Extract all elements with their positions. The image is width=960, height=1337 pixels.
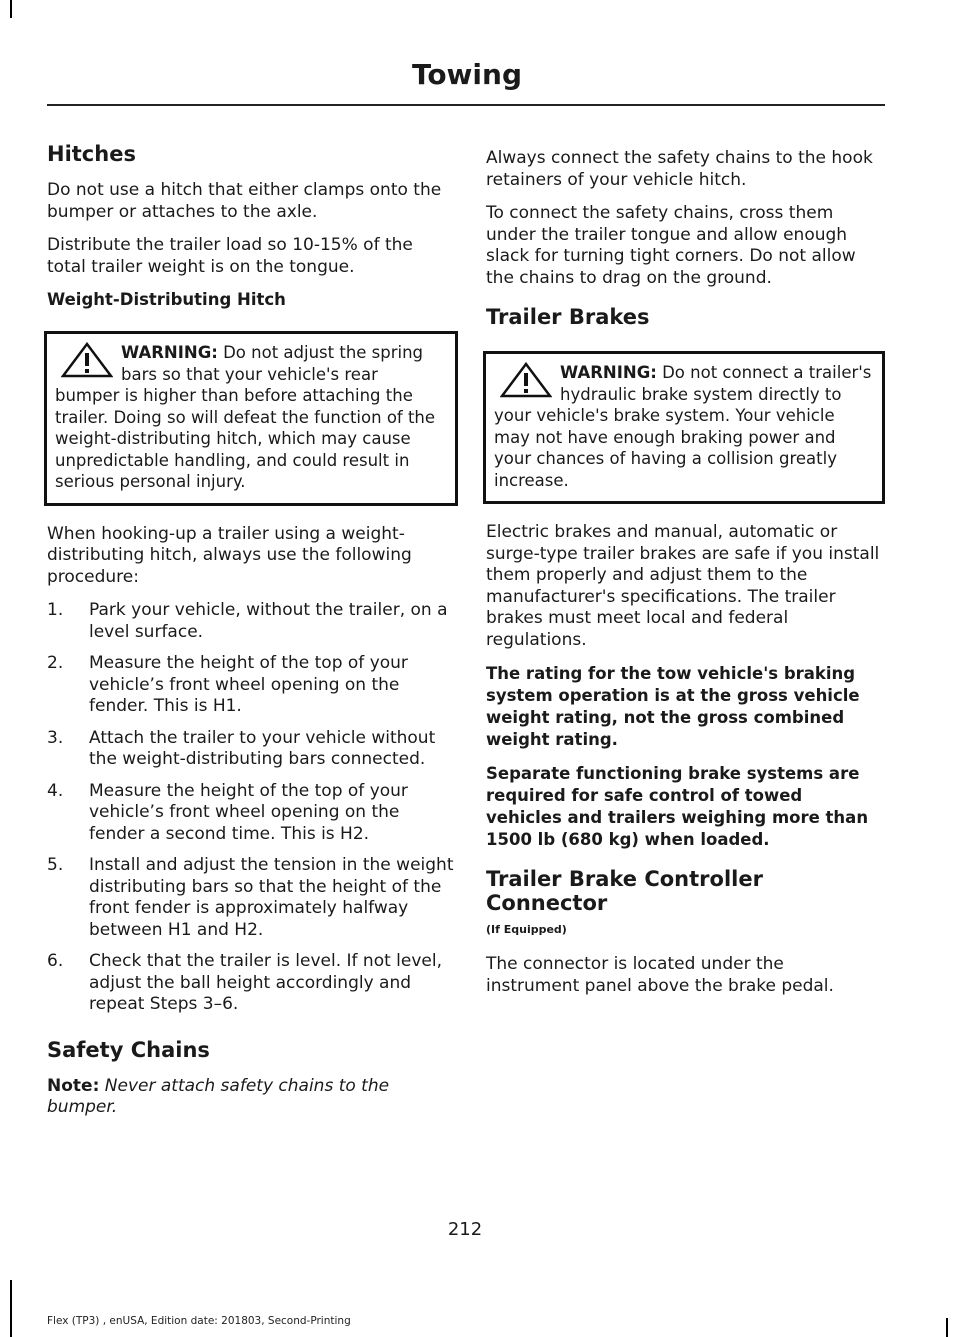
step-number: 4. [47,780,64,801]
warning-triangle-icon [61,342,113,378]
warning-box-spring-bars [44,331,458,506]
step-number: 2. [47,653,64,673]
paragraph-procedure-intro: When hooking-up a trailer using a weight-distributing hitch, always use the following procedure: [47,523,412,587]
list-item [47,600,455,643]
step-text: Install and adjust the tension in the weight distributing bars so that the height of the front fender is approximately halfway between H1 and H2. [89,855,454,940]
crop-mark-top-left [10,0,12,18]
right-column [486,142,882,1009]
crop-mark-bottom-right [946,1318,948,1337]
procedure-steps [47,600,455,1016]
step-text: Measure the height of the top of your vehicle’s front wheel opening on the fender a second time. This is H2. [89,780,408,844]
warning-text: Do not connect a trailer's hydraulic brake system directly to your vehicle's brake system. Your vehicle may not have enough braking power and your chances of having a collision greatly increase. [494,363,872,490]
paragraph-trailer-load: Distribute the trailer load so 10-15% of the total trailer weight is on the tongue. [47,235,413,277]
heading-weight-distributing-hitch: Weight-Distributing Hitch [47,290,286,309]
step-text: Measure the height of the top of your vehicle’s front wheel opening on the fender. This is H1. [89,653,408,716]
list-item [47,653,455,718]
step-number: 5. [47,855,64,875]
heading-brake-controller-connector: Trailer Brake Controller Connector [486,867,763,915]
paragraph-connector-location: The connector is located under the instrument panel above the brake pedal. [486,954,834,996]
warning-text: Do not adjust the spring bars so that your vehicle's rear bumper is higher than before attaching the trailer. Doing so will defeat the function of the weight-distributing hitch, which may cause unpredictable handling, and could result in serious personal injury. [55,343,436,491]
warning-triangle-icon [500,362,552,398]
step-text: Park your vehicle, without the trailer, on a level surface. [89,600,448,642]
heading-safety-chains: Safety Chains [47,1037,210,1062]
step-text: Attach the trailer to your vehicle without the weight-distributing bars connected. [89,727,436,769]
paragraph-braking-rating: The rating for the tow vehicle's braking system operation is at the gross vehicle weight rating, not the gross combined weight rating. [486,664,860,749]
paragraph-cross-chains: To connect the safety chains, cross them under the trailer tongue and allow enough slack for turning tight corners. Do not allow the chains to drag on the ground. [486,203,856,288]
note-text: Never attach safety chains to the bumper. [47,1075,390,1117]
paragraph-electric-brakes: Electric brakes and manual, automatic or surge-type trailer brakes are safe if you install them properly and adjust them to the manufacturer's specifications. The trailer brakes must meet local and federal regulations. [486,522,880,650]
note-safety-chains [47,1076,455,1119]
step-text: Check that the trailer is level. If not level, adjust the ball height accordingly and repeat Steps 3–6. [89,951,442,1014]
section-title: Towing [411,58,522,91]
footer-edition-text: Flex (TP3) , enUSA, Edition date: 201803, Second-Printing [47,1315,351,1327]
heading-hitches: Hitches [47,142,136,166]
warning-label: WARNING: [560,363,657,382]
paragraph-connect-chains: Always connect the safety chains to the hook retainers of your vehicle hitch. [486,148,873,190]
warning-label: WARNING: [121,343,218,362]
crop-mark-bottom-left [10,1280,12,1337]
heading-trailer-brakes: Trailer Brakes [486,305,650,329]
warning-box-hydraulic-brakes [483,351,885,504]
header-rule [47,104,885,106]
list-item [47,781,455,846]
paragraph-separate-brakes: Separate functioning brake systems are required for safe control of towed vehicles and trailers weighing more than 1500 lb (680 kg) when loaded. [486,764,869,849]
note-label: Note: [47,1075,100,1096]
page-number: 212 [447,1219,483,1240]
step-number: 6. [47,951,64,971]
step-number: 1. [47,600,64,620]
if-equipped-label: (If Equipped) [486,923,567,936]
list-item [47,855,455,941]
list-item [47,951,455,1016]
step-number: 3. [47,727,64,748]
list-item [47,728,455,771]
left-column [47,142,455,1131]
paragraph-hitch-clamp: Do not use a hitch that either clamps onto the bumper or attaches to the axle. [47,180,442,222]
